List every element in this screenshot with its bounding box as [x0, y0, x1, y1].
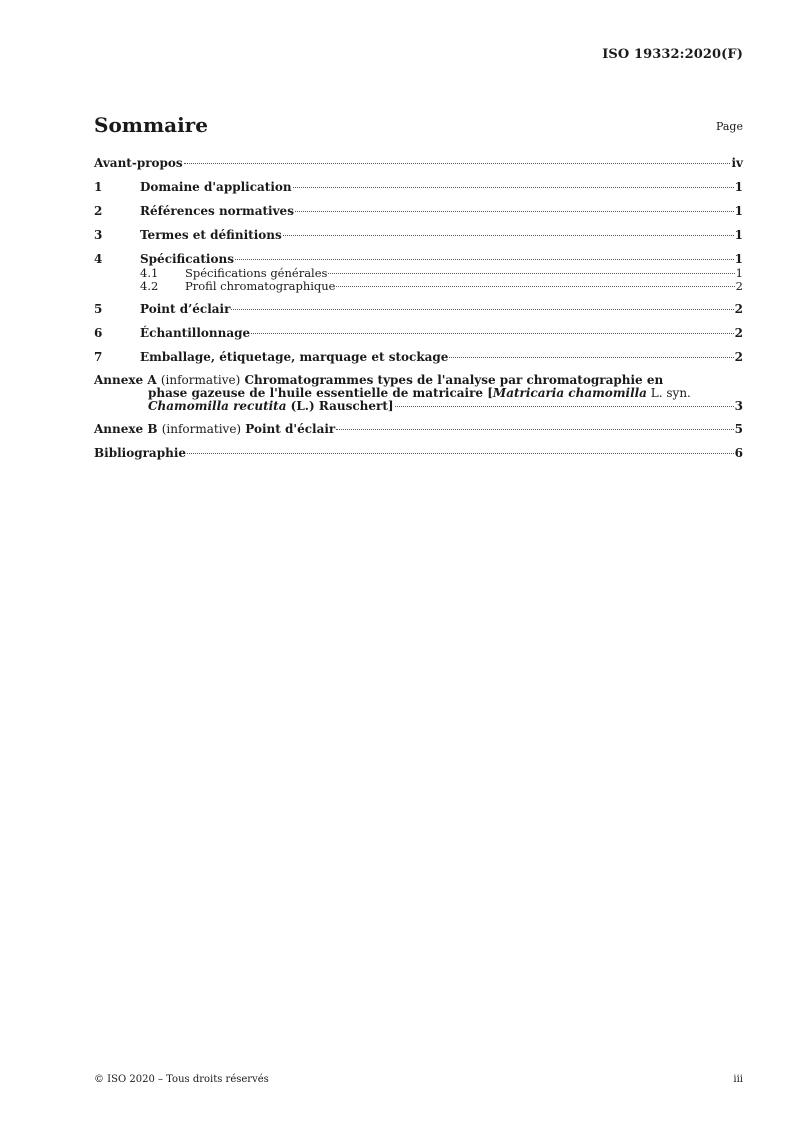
toc-entry-page: 2	[735, 279, 743, 293]
page-title: Sommaire	[94, 113, 208, 137]
toc-entry-number: 4.1	[140, 266, 159, 280]
toc-entry-label: Emballage, étiquetage, marquage et stockage	[140, 350, 449, 364]
annex-a-line-3	[94, 400, 743, 413]
annex-title-line-2a: phase gazeuse de l'huile essentielle de matricaire [	[148, 386, 493, 400]
dot-leader	[336, 286, 734, 287]
toc-entry-avant-propos[interactable]	[94, 156, 743, 171]
annex-title-line-2b: Matricaria chamomilla	[492, 386, 647, 400]
toc-entry-page: 2	[734, 350, 743, 364]
toc-entry-number: 3	[94, 228, 103, 242]
annex-title: Point d'éclair	[245, 422, 336, 436]
toc-entry-label: Domaine d'application	[140, 180, 292, 194]
annex-type: (informative)	[161, 422, 242, 436]
toc-entry-page: 1	[734, 252, 743, 266]
toc-entry-section-1[interactable]	[94, 180, 743, 195]
dot-leader	[187, 453, 734, 454]
toc-entry-annex-b[interactable]	[94, 422, 743, 437]
dot-leader	[251, 333, 733, 334]
toc-entry-number: 7	[94, 350, 103, 364]
dot-leader	[184, 163, 731, 164]
toc-entry-page: 6	[734, 446, 743, 460]
toc-entry-label: Spécifications	[140, 252, 234, 266]
toc-entry-subsection-4-2[interactable]	[94, 280, 743, 293]
toc-entry-label: Avant-propos	[94, 156, 183, 170]
table-of-contents	[94, 156, 743, 461]
toc-entry-section-3[interactable]	[94, 228, 743, 243]
toc-entry-label: Profil chromatographique	[185, 279, 336, 293]
toc-entry-label: Termes et définitions	[140, 228, 282, 242]
toc-entry-section-2[interactable]	[94, 204, 743, 219]
toc-entry-label	[94, 422, 335, 437]
toc-heading	[94, 113, 743, 143]
toc-entry-page: 1	[734, 228, 743, 242]
toc-entry-page: 2	[734, 326, 743, 340]
toc-entry-page: 1	[734, 180, 743, 194]
toc-entry-section-7[interactable]	[94, 350, 743, 365]
toc-entry-page: 1	[734, 204, 743, 218]
toc-entry-section-4[interactable]	[94, 252, 743, 267]
toc-entry-page: iv	[731, 156, 743, 170]
dot-leader	[295, 211, 734, 212]
toc-entry-bibliographie[interactable]	[94, 446, 743, 461]
annex-title-line-3a: Chamomilla recutita	[148, 399, 287, 413]
page-column-label: Page	[715, 120, 743, 133]
toc-entry-number: 4	[94, 252, 103, 266]
toc-entry-section-6[interactable]	[94, 326, 743, 341]
toc-entry-number: 4.2	[140, 279, 159, 293]
toc-entry-number: 5	[94, 302, 103, 316]
footer-copyright: © ISO 2020 – Tous droits réservés	[94, 1074, 269, 1085]
dot-leader	[283, 235, 734, 236]
toc-entry-label: Références normatives	[140, 204, 294, 218]
annex-title-line-3	[148, 400, 394, 413]
annex-title-line-1: Chromatogrammes types de l'analyse par chromatographie en	[244, 373, 664, 387]
dot-leader	[336, 429, 733, 430]
toc-entry-annex-a[interactable]	[94, 374, 743, 413]
toc-entry-page: 2	[734, 302, 743, 316]
annex-type: (informative)	[160, 373, 241, 387]
toc-entry-label: Point d’éclair	[140, 302, 231, 316]
toc-entry-label: Bibliographie	[94, 446, 187, 460]
dot-leader	[231, 309, 733, 310]
annex-title-line-2c: L. syn.	[646, 386, 691, 400]
annex-prefix: Annexe B	[94, 422, 158, 436]
toc-entry-number: 6	[94, 326, 103, 340]
toc-entry-label: Échantillonnage	[140, 326, 251, 340]
annex-prefix: Annexe A	[94, 373, 157, 387]
footer-page-number: iii	[733, 1074, 743, 1085]
toc-entry-number: 1	[94, 180, 103, 194]
dot-leader	[449, 357, 733, 358]
toc-entry-section-5[interactable]	[94, 302, 743, 317]
dot-leader	[235, 259, 734, 260]
toc-entry-page: 5	[734, 422, 743, 436]
document-identifier: ISO 19332:2020(F)	[602, 47, 743, 62]
toc-entry-page: 1	[735, 266, 743, 280]
toc-entry-page: 3	[734, 399, 743, 413]
toc-entry-number: 2	[94, 204, 103, 218]
dot-leader	[293, 187, 734, 188]
toc-entry-label: Spécifications générales	[185, 266, 328, 280]
dot-leader	[328, 273, 734, 274]
dot-leader	[395, 406, 734, 407]
annex-title-line-3b: (L.) Rauschert]	[286, 399, 394, 413]
